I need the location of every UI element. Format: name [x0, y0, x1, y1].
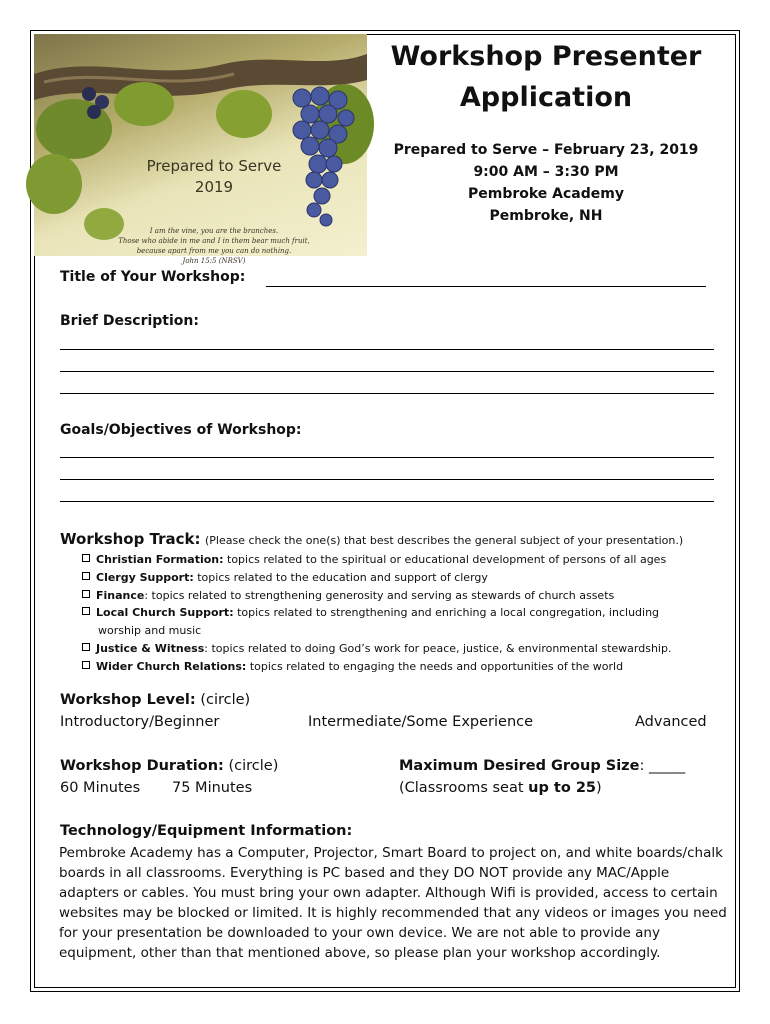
- page-title-line2: Application: [459, 82, 633, 113]
- track-option-name: Wider Church Relations:: [96, 659, 247, 673]
- level-hint: (circle): [195, 692, 251, 708]
- track-options: [82, 551, 722, 676]
- track-option-desc: : topics related to doing God’s work for peace, justice, & environmental stewardship.: [204, 641, 672, 655]
- track-option-wider-church-relations: [82, 658, 722, 676]
- level-heading: [60, 692, 250, 708]
- page-title-line1: Workshop Presenter: [390, 41, 702, 72]
- track-option-name: Finance: [96, 588, 145, 602]
- workshop-title-label: Title of Your Workshop:: [60, 269, 246, 285]
- level-option-introductory[interactable]: Introductory/Beginner: [60, 714, 220, 730]
- group-size-note-bold: up to 25: [528, 780, 597, 796]
- track-option-desc: topics related to engaging the needs and opportunities of the world: [246, 659, 624, 673]
- page-title: [370, 36, 722, 118]
- track-option-desc: : topics related to strengthening generosity and serving as stewards of church assets: [144, 588, 615, 602]
- description-label: Brief Description:: [60, 313, 199, 329]
- track-heading: [60, 530, 683, 548]
- track-option-clergy-support: [82, 569, 722, 587]
- checkbox[interactable]: [82, 607, 90, 615]
- verse-line: because apart from me you can do nothing.: [136, 247, 292, 255]
- goals-line-1[interactable]: [60, 457, 714, 458]
- group-size-heading: [399, 758, 685, 774]
- description-line-3[interactable]: [60, 393, 714, 394]
- event-venue: Pembroke Academy: [467, 186, 624, 202]
- verse-line: Those who abide in me and I in them bear much fruit,: [118, 237, 310, 245]
- checkbox[interactable]: [82, 572, 90, 580]
- track-option-christian-formation: [82, 551, 722, 569]
- checkbox[interactable]: [82, 590, 90, 598]
- track-option-name: Christian Formation:: [96, 553, 224, 566]
- track-option-desc: topics related to strengthening and enriching a local congregation, including: [233, 606, 660, 620]
- track-option-local-church-support: [82, 604, 722, 622]
- banner-title: [114, 156, 314, 198]
- track-option-desc: topics related to the education and support of clergy: [193, 570, 488, 584]
- verse-citation: John 15:5 (NRSV): [182, 257, 246, 265]
- verse-line: I am the vine, you are the branches.: [149, 227, 279, 235]
- level-heading-label: Workshop Level:: [60, 692, 196, 708]
- duration-option-60[interactable]: 60 Minutes: [60, 780, 141, 796]
- tech-body: Pembroke Academy has a Computer, Projector, Smart Board to project on, and white boards/chalk boards in all classrooms. Everything is PC based and they DO NOT provide any MAC/Apple adapters or cables. You must bring your own adapter. Although Wifi is provided, access to certain websites may be blocked or limited. It is highly recommended that any videos or images you need for your presentation be downloaded to your own device. We are not able to provide any equipment, other than that mentioned above, so please plan your workshop accordingly.: [59, 845, 727, 961]
- group-size-note-suffix: ): [596, 780, 602, 796]
- event-time: 9:00 AM – 3:30 PM: [473, 164, 619, 180]
- checkbox[interactable]: [82, 661, 90, 669]
- track-heading-label: Workshop Track:: [60, 530, 201, 548]
- duration-option-75[interactable]: 75 Minutes: [172, 780, 253, 796]
- level-option-advanced[interactable]: Advanced: [635, 714, 707, 730]
- track-option-continuation: worship and music: [98, 624, 202, 638]
- group-size-field[interactable]: : _____: [639, 758, 686, 774]
- banner-title-line2: 2019: [194, 178, 234, 196]
- track-option-name: Clergy Support:: [96, 570, 194, 584]
- goals-line-3[interactable]: [60, 501, 714, 502]
- description-line-2[interactable]: [60, 371, 714, 372]
- tech-heading: Technology/Equipment Information:: [60, 823, 353, 839]
- checkbox[interactable]: [82, 554, 90, 562]
- group-size-label: Maximum Desired Group Size: [399, 758, 640, 774]
- workshop-title-field[interactable]: [266, 286, 706, 287]
- event-name-date: Prepared to Serve – February 23, 2019: [393, 142, 699, 158]
- banner-title-line1: Prepared to Serve: [146, 157, 282, 175]
- checkbox[interactable]: [82, 643, 90, 651]
- track-heading-note: (Please check the one(s) that best describes the general subject of your presentation.): [204, 534, 684, 547]
- grapevine-banner-image: [34, 34, 367, 265]
- level-option-intermediate[interactable]: Intermediate/Some Experience: [308, 714, 534, 730]
- grapevine-illustration: [34, 34, 367, 256]
- duration-heading-label: Workshop Duration:: [60, 758, 224, 774]
- group-size-note: [399, 780, 602, 796]
- track-option-name: Justice & Witness: [96, 641, 205, 655]
- goals-label: Goals/Objectives of Workshop:: [60, 422, 302, 438]
- duration-hint: (circle): [223, 758, 279, 774]
- description-line-1[interactable]: [60, 349, 714, 350]
- group-size-note-prefix: (Classrooms seat: [399, 780, 529, 796]
- track-option-name: Local Church Support:: [96, 606, 234, 620]
- goals-line-2[interactable]: [60, 479, 714, 480]
- track-option-desc: topics related to the spiritual or educational development of persons of all ages: [223, 553, 667, 566]
- banner-verse: [94, 226, 334, 266]
- event-details: [370, 139, 722, 227]
- duration-heading: [60, 758, 278, 774]
- track-option-justice-witness: [82, 640, 722, 658]
- event-location: Pembroke, NH: [489, 208, 603, 224]
- track-option-finance: [82, 587, 722, 605]
